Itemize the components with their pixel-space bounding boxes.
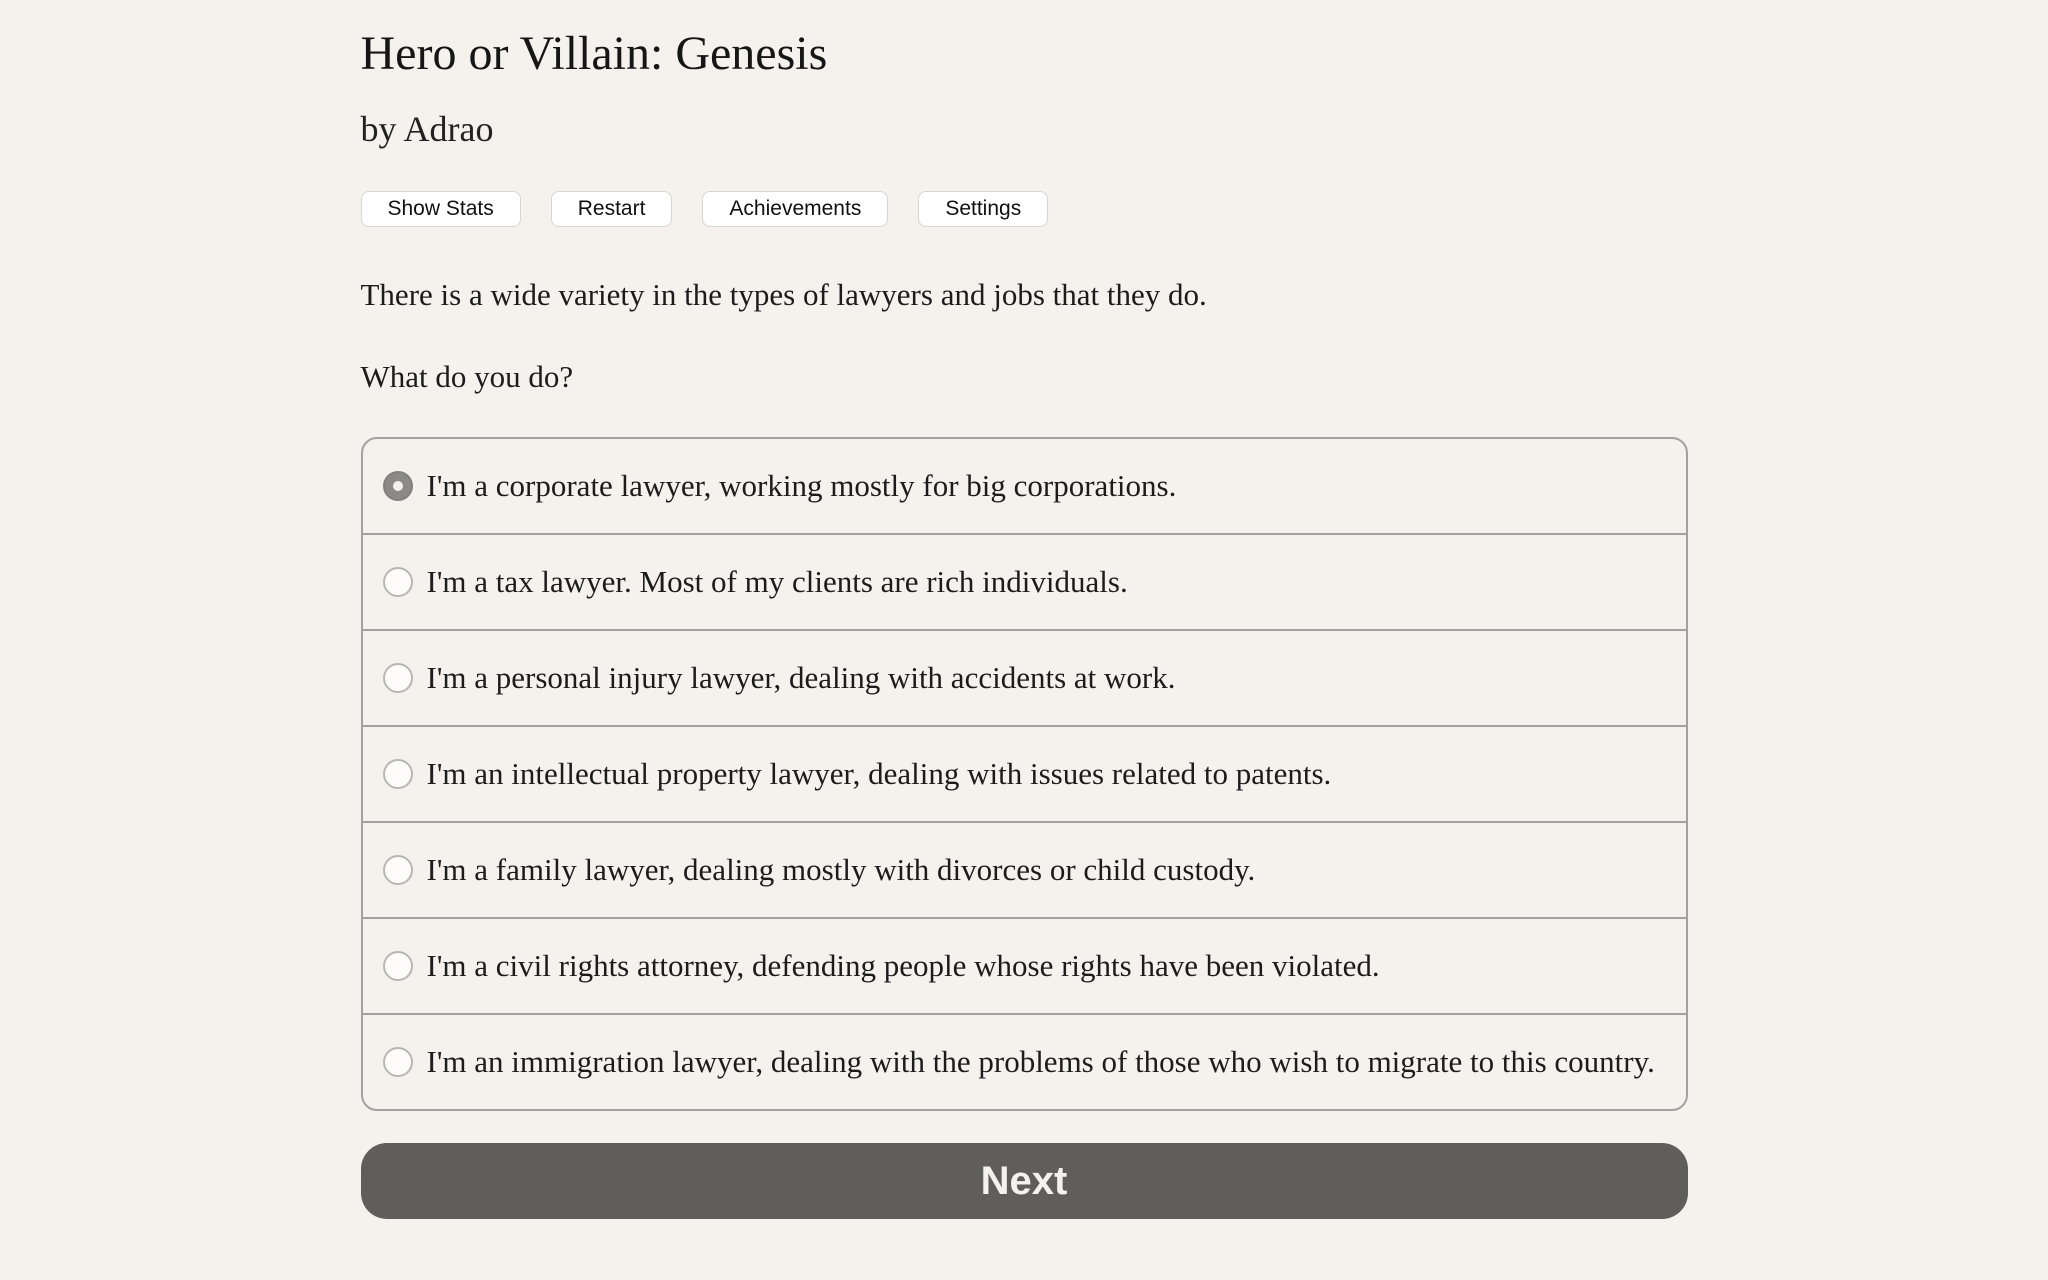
radio-button-icon[interactable] — [383, 951, 413, 981]
radio-button-icon[interactable] — [383, 759, 413, 789]
next-button[interactable]: Next — [361, 1143, 1688, 1219]
page-title: Hero or Villain: Genesis — [360, 27, 828, 80]
radio-button-icon[interactable] — [383, 1047, 413, 1077]
restart-button[interactable]: Restart — [551, 191, 673, 227]
content-column — [361, 0, 1688, 1219]
settings-button[interactable]: Settings — [918, 191, 1048, 227]
choice-label: I'm a personal injury lawyer, dealing with accidents at work. — [426, 660, 1176, 696]
radio-button-icon[interactable] — [383, 567, 413, 597]
choice-option-personal-injury-lawyer[interactable] — [363, 629, 1686, 725]
choice-option-immigration-lawyer[interactable] — [363, 1013, 1686, 1109]
choice-option-tax-lawyer[interactable] — [363, 533, 1686, 629]
choice-label: I'm a corporate lawyer, working mostly for big corporations. — [426, 468, 1177, 504]
choice-label: I'm an intellectual property lawyer, dealing with issues related to patents. — [426, 756, 1332, 792]
choice-option-intellectual-property-lawyer[interactable] — [363, 725, 1686, 821]
choice-label: I'm a civil rights attorney, defending people whose rights have been violated. — [426, 948, 1380, 984]
toolbar — [361, 191, 1688, 227]
radio-button-icon[interactable] — [383, 663, 413, 693]
author-byline: by Adrao — [360, 109, 494, 149]
choice-option-civil-rights-attorney[interactable] — [363, 917, 1686, 1013]
story-paragraph: There is a wide variety in the types of lawyers and jobs that they do. — [360, 277, 1207, 313]
choice-option-corporate-lawyer[interactable] — [363, 439, 1686, 533]
achievements-button[interactable]: Achievements — [702, 191, 888, 227]
choice-label: I'm an immigration lawyer, dealing with the problems of those who wish to migrate to this country. — [426, 1044, 1655, 1080]
radio-button-icon[interactable] — [383, 471, 413, 501]
story-question: What do you do? — [360, 359, 574, 395]
choice-option-family-lawyer[interactable] — [363, 821, 1686, 917]
show-stats-button[interactable]: Show Stats — [361, 191, 521, 227]
choice-label: I'm a tax lawyer. Most of my clients are rich individuals. — [426, 564, 1128, 600]
radio-button-icon[interactable] — [383, 855, 413, 885]
choice-group — [361, 437, 1688, 1111]
choice-label: I'm a family lawyer, dealing mostly with divorces or child custody. — [426, 852, 1256, 888]
